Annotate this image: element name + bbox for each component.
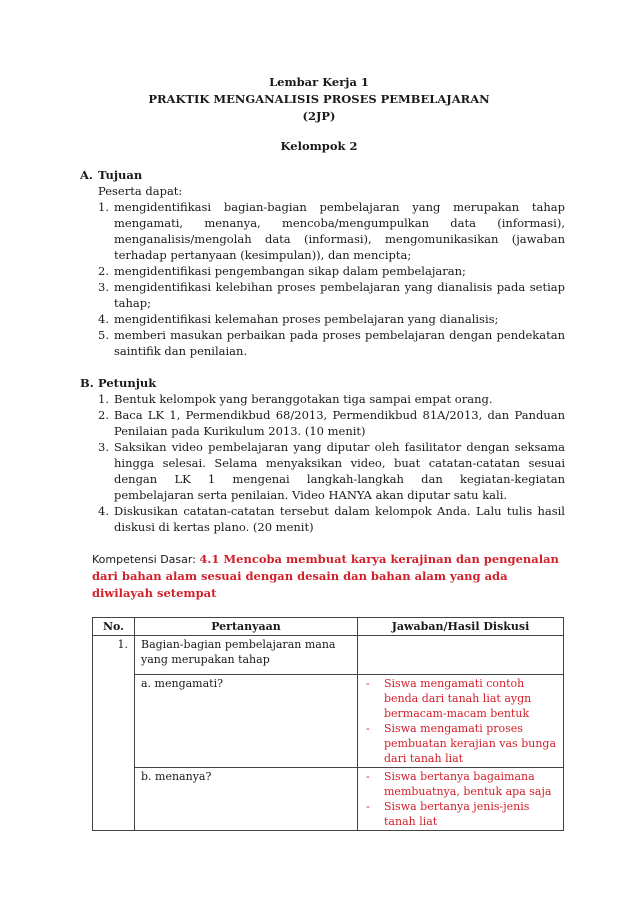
table-row <box>93 636 564 675</box>
item-text: memberi masukan perbaikan pada proses pembelajaran dengan pendekatan saintifik dan penilaian. <box>114 328 565 358</box>
answer-text: Siswa bertanya bagaimana membuatnya, bentuk apa saja <box>384 770 552 798</box>
section-title: Tujuan <box>98 168 143 182</box>
answer-text: Siswa bertanya jenis-jenis tanah liat <box>384 800 530 828</box>
kompetensi-value: 4.1 Mencoba membuat karya kerajinan dan pengenalan dari bahan alam sesuai dengan desain dan bahan alam yang ada diwilayah setempat <box>92 552 559 600</box>
list-item <box>98 279 565 311</box>
section-heading <box>80 375 565 391</box>
item-text: mengidentifikasi kelebihan proses pembelajaran yang dianalisis pada setiap tahap; <box>114 280 565 310</box>
item-text: Saksikan video pembelajaran yang diputar oleh fasilitator dengan seksama hingga selesai. Selama menyaksikan video, buat catatan-catatan sesuai dengan LK 1 mengenai langkah-langkah dan kegiatan-kegiatan pembelajaran serta penilaian. Video HANYA akan diputar satu kali. <box>114 440 565 502</box>
kompetensi-dasar <box>92 551 564 602</box>
item-number: 3. <box>98 440 109 454</box>
list-item <box>98 391 565 407</box>
section-intro: Peserta dapat: <box>98 184 183 198</box>
analysis-table <box>92 617 564 831</box>
answer-cell <box>358 636 564 675</box>
item-number: 1. <box>98 200 109 214</box>
item-text: mengidentifikasi pengembangan sikap dalam pembelajaran; <box>114 264 466 278</box>
table-header-row <box>93 618 564 636</box>
item-number: 2. <box>98 264 109 278</box>
answer-text: Siswa mengamati proses pembuatan kerajian vas bunga dari tanah liat <box>384 722 557 765</box>
list-item <box>98 327 565 359</box>
worksheet-subtitle: PRAKTIK MENGANALISIS PROSES PEMBELAJARAN <box>148 92 490 106</box>
bullet-dash: - <box>366 800 370 813</box>
item-text: mengidentifikasi bagian-bagian pembelajaran yang merupakan tahap mengamati, menanya, mencoba/mengumpulkan data (informasi), menganalisis/mengolah data (informasi), mengomunikasikan (jawaban terhadap pertanyaan (kesimpulan)), dan mencipta; <box>114 200 565 262</box>
group-label: Kelompok 2 <box>280 139 358 153</box>
answer-item <box>364 721 557 766</box>
row-number: 1. <box>93 636 135 831</box>
question-cell: a. mengamati? <box>135 675 358 768</box>
kompetensi-label: Kompetensi Dasar: <box>92 553 200 566</box>
worksheet-title: Lembar Kerja 1 <box>269 75 369 89</box>
item-number: 4. <box>98 504 109 518</box>
list-item <box>98 407 565 439</box>
answer-item <box>364 676 557 721</box>
instructions-list <box>80 391 565 535</box>
bullet-dash: - <box>366 722 370 735</box>
list-item <box>98 199 565 263</box>
table-row <box>93 768 564 831</box>
answer-cell <box>358 768 564 831</box>
question-cell: b. menanya? <box>135 768 358 831</box>
objectives-list <box>80 199 565 359</box>
answer-list <box>364 676 557 766</box>
list-item <box>98 311 565 327</box>
item-text: Baca LK 1, Permendikbud 68/2013, Permendikbud 81A/2013, dan Panduan Penilaian pada Kurikulum 2013. (10 menit) <box>114 408 565 438</box>
question-cell: Bagian-bagian pembelajaran mana yang merupakan tahap <box>135 636 358 675</box>
list-item <box>98 263 565 279</box>
section-petunjuk <box>80 375 565 535</box>
header-pertanyaan: Pertanyaan <box>135 618 358 636</box>
list-item <box>98 503 565 535</box>
list-item <box>98 439 565 503</box>
answer-list <box>364 769 557 829</box>
answer-text: Siswa mengamati contoh benda dari tanah liat aygn bermacam-macam bentuk <box>384 677 532 720</box>
item-number: 3. <box>98 280 109 294</box>
item-number: 2. <box>98 408 109 422</box>
header-jawaban: Jawaban/Hasil Diskusi <box>358 618 564 636</box>
duration-label: (2JP) <box>302 109 336 123</box>
section-title: Petunjuk <box>98 376 157 390</box>
item-number: 1. <box>98 392 109 406</box>
table-row <box>93 675 564 768</box>
section-heading <box>80 167 565 183</box>
section-letter: A. <box>80 168 93 182</box>
bullet-dash: - <box>366 677 370 690</box>
bullet-dash: - <box>366 770 370 783</box>
header-no: No. <box>93 618 135 636</box>
item-number: 4. <box>98 312 109 326</box>
answer-item <box>364 799 557 829</box>
answer-cell <box>358 675 564 768</box>
item-number: 5. <box>98 328 109 342</box>
item-text: Diskusikan catatan-catatan tersebut dalam kelompok Anda. Lalu tulis hasil diskusi di kertas plano. (20 menit) <box>114 504 565 534</box>
item-text: mengidentifikasi kelemahan proses pembelajaran yang dianalisis; <box>114 312 499 326</box>
answer-item <box>364 769 557 799</box>
section-letter: B. <box>80 376 94 390</box>
item-text: Bentuk kelompok yang beranggotakan tiga sampai empat orang. <box>114 392 493 406</box>
section-tujuan <box>80 167 565 359</box>
